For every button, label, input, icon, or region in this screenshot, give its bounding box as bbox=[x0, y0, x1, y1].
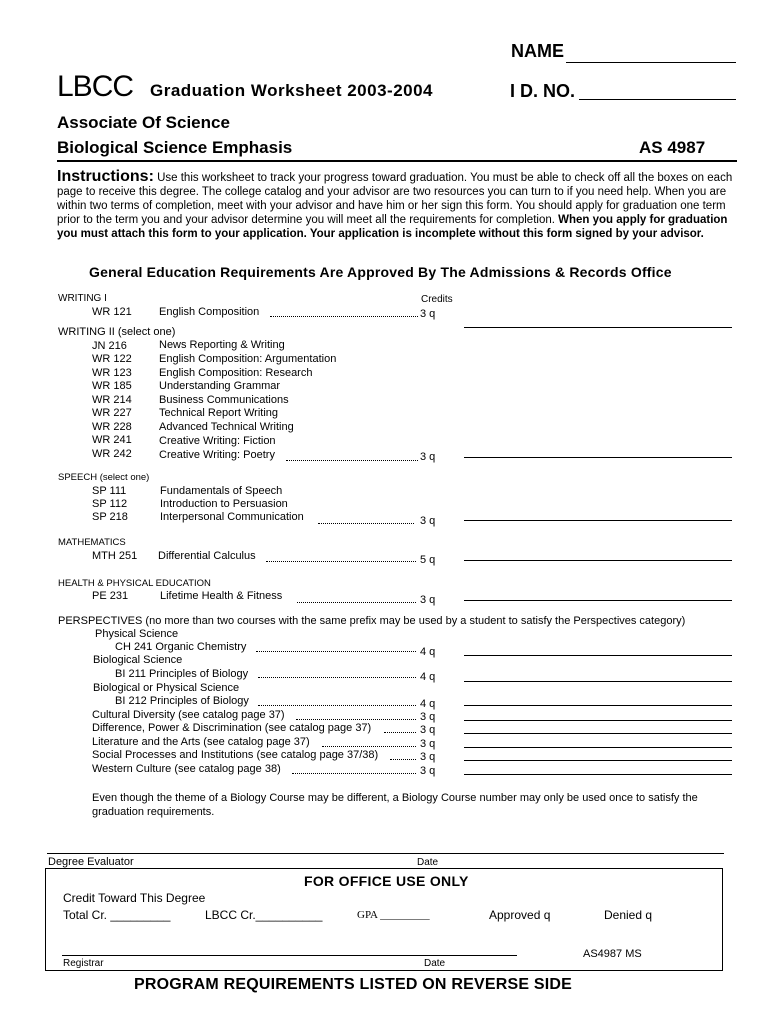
gpa-field[interactable]: GPA _________ bbox=[357, 909, 430, 921]
leader-dots bbox=[322, 746, 416, 747]
pe231-code: PE 231 bbox=[92, 590, 129, 602]
bi211-signoff-line[interactable] bbox=[464, 681, 732, 682]
denied-checkbox[interactable]: Denied q bbox=[604, 908, 653, 922]
wr121-credits[interactable]: 3 q bbox=[420, 308, 436, 320]
instructions-bold-text: When you apply for graduation you must attach this form to your application. Your application is incomplete without this form signed by your advisor. bbox=[57, 214, 728, 240]
reverse-side-note: PROGRAM REQUIREMENTS LISTED ON REVERSE SIDE bbox=[134, 976, 572, 993]
course-code: SP 218 bbox=[92, 511, 128, 523]
lbcc-logo: LBCC bbox=[57, 70, 134, 103]
course-title: Creative Writing: Poetry bbox=[159, 449, 275, 461]
perspective-item: Difference, Power & Discrimination (see catalog page 37) bbox=[92, 722, 372, 734]
evaluator-label: Degree Evaluator bbox=[48, 856, 134, 868]
perspective-item: Literature and the Arts (see catalog page 37) bbox=[92, 736, 310, 748]
ch241-credits[interactable]: 4 q bbox=[420, 646, 436, 658]
course-code: WR 122 bbox=[92, 353, 132, 365]
math-heading: MATHEMATICS bbox=[58, 537, 126, 548]
course-title: English Composition: Argumentation bbox=[159, 353, 337, 365]
pe231-title: Lifetime Health & Fitness bbox=[160, 590, 283, 602]
course-code: WR 227 bbox=[92, 407, 132, 419]
writing1-heading: WRITING I bbox=[58, 293, 107, 304]
leader-dots bbox=[266, 561, 416, 562]
math-credits[interactable]: 5 q bbox=[420, 554, 436, 566]
speech-heading: SPEECH (select one) bbox=[58, 472, 150, 483]
writing2-signoff-line[interactable] bbox=[464, 457, 732, 458]
office-use-title: FOR OFFICE USE ONLY bbox=[304, 873, 469, 889]
bi212-label: BI 212 Principles of Biology bbox=[115, 695, 249, 707]
emphasis-title: Biological Science Emphasis bbox=[57, 138, 293, 157]
bio-or-phys-label: Biological or Physical Science bbox=[93, 682, 240, 694]
physical-science-label: Physical Science bbox=[95, 628, 179, 640]
leader-dots bbox=[258, 705, 416, 706]
speech-credits[interactable]: 3 q bbox=[420, 515, 436, 527]
writing1-signoff-line[interactable] bbox=[464, 327, 732, 328]
course-title: Creative Writing: Fiction bbox=[159, 435, 276, 447]
bi211-credits[interactable]: 4 q bbox=[420, 671, 436, 683]
course-title: Business Communications bbox=[159, 394, 289, 406]
health-heading: HEALTH & PHYSICAL EDUCATION bbox=[58, 578, 211, 589]
ch241-label: CH 241 Organic Chemistry bbox=[115, 641, 247, 653]
header-divider bbox=[57, 160, 737, 162]
course-code: WR 228 bbox=[92, 421, 132, 433]
course-title: Advanced Technical Writing bbox=[159, 421, 294, 433]
gen-ed-heading: General Education Requirements Are Approved By The Admissions & Records Office bbox=[89, 264, 672, 280]
credit-toward-label: Credit Toward This Degree bbox=[63, 891, 206, 905]
registrar-label: Registrar bbox=[63, 958, 104, 969]
approved-checkbox[interactable]: Approved q bbox=[489, 908, 551, 922]
ch241-signoff-line[interactable] bbox=[464, 655, 732, 656]
perspective-signoff-line[interactable] bbox=[464, 774, 732, 775]
bi212-credits[interactable]: 4 q bbox=[420, 698, 436, 710]
course-code: WR 214 bbox=[92, 394, 132, 406]
bi211-label: BI 211 Principles of Biology bbox=[115, 668, 249, 680]
mth251-code: MTH 251 bbox=[92, 550, 138, 562]
perspective-signoff-line[interactable] bbox=[464, 733, 732, 734]
perspective-signoff-line[interactable] bbox=[464, 760, 732, 761]
leader-dots bbox=[292, 773, 416, 774]
course-code: SP 112 bbox=[92, 498, 128, 510]
lbcc-credits-field[interactable]: LBCC Cr.__________ bbox=[205, 908, 323, 922]
speech-signoff-line[interactable] bbox=[464, 520, 732, 521]
id-field[interactable] bbox=[579, 99, 736, 100]
credits-label: Credits bbox=[421, 294, 453, 305]
name-label: NAME bbox=[511, 41, 564, 61]
course-title: Fundamentals of Speech bbox=[160, 485, 283, 497]
course-code: JN 216 bbox=[92, 340, 127, 352]
perspective-credits[interactable]: 3 q bbox=[420, 711, 436, 723]
wr121-code: WR 121 bbox=[92, 306, 132, 318]
perspective-signoff-line[interactable] bbox=[464, 720, 732, 721]
evaluator-date-label: Date bbox=[417, 857, 439, 868]
perspective-signoff-line[interactable] bbox=[464, 747, 732, 748]
perspective-item: Cultural Diversity (see catalog page 37) bbox=[92, 709, 285, 721]
name-field[interactable] bbox=[566, 62, 736, 63]
course-title: English Composition: Research bbox=[159, 367, 313, 379]
writing2-heading: WRITING II (select one) bbox=[58, 326, 176, 338]
registrar-signature-line[interactable] bbox=[62, 955, 517, 956]
perspective-credits[interactable]: 3 q bbox=[420, 738, 436, 750]
perspective-credits[interactable]: 3 q bbox=[420, 724, 436, 736]
leader-dots bbox=[296, 719, 416, 720]
perspectives-heading: PERSPECTIVES (no more than two courses with the same prefix may be used by a student to satisfy the Perspectives category) bbox=[58, 615, 686, 627]
instructions-label: Instructions: bbox=[57, 168, 154, 185]
total-credits-field[interactable]: Total Cr. _________ bbox=[63, 908, 171, 922]
course-code: SP 111 bbox=[92, 485, 127, 497]
program-code: AS 4987 bbox=[639, 138, 706, 157]
health-credits[interactable]: 3 q bbox=[420, 594, 436, 606]
evaluator-signature-line[interactable] bbox=[47, 853, 724, 854]
degree-title: Associate Of Science bbox=[57, 113, 230, 132]
form-code: AS4987 MS bbox=[583, 948, 642, 960]
course-title: News Reporting & Writing bbox=[159, 339, 285, 351]
biology-note: Even though the theme of a Biology Course may be different, a Biology Course number may only be used once to satisfy the graduation requirements. bbox=[92, 792, 698, 818]
leader-dots bbox=[384, 732, 416, 733]
mth251-title: Differential Calculus bbox=[158, 550, 256, 562]
course-title: Interpersonal Communication bbox=[160, 511, 304, 523]
id-label: I D. NO. bbox=[510, 81, 576, 101]
leader-dots bbox=[390, 759, 416, 760]
course-code: WR 242 bbox=[92, 448, 132, 460]
course-code: WR 241 bbox=[92, 434, 132, 446]
course-code: WR 123 bbox=[92, 367, 132, 379]
course-title: Introduction to Persuasion bbox=[160, 498, 288, 510]
worksheet-title: Graduation Worksheet 2003-2004 bbox=[150, 81, 434, 100]
perspective-item: Social Processes and Institutions (see catalog page 37/38) bbox=[92, 749, 379, 761]
course-title: Understanding Grammar bbox=[159, 380, 281, 392]
perspective-credits[interactable]: 3 q bbox=[420, 751, 436, 763]
bi212-signoff-line[interactable] bbox=[464, 705, 732, 706]
leader-dots bbox=[286, 460, 418, 461]
instructions bbox=[57, 170, 737, 241]
health-signoff-line[interactable] bbox=[464, 600, 732, 601]
leader-dots bbox=[318, 523, 414, 524]
instructions-text: Use this worksheet to track your progress toward graduation. You must be able to check off all the boxes on each page to receive this degree. The college catalog and your advisor are two resources you can turn to if you need help. When you are within two terms of completion, meet with your advisor and have him or her sign this form. You should apply for graduation one term prior to the term you and your advisor determine you will meet all the requirements for completion. bbox=[57, 172, 733, 226]
perspective-credits[interactable]: 3 q bbox=[420, 765, 436, 777]
registrar-date-label: Date bbox=[424, 958, 446, 969]
biological-science-label: Biological Science bbox=[93, 654, 183, 666]
perspective-item: Western Culture (see catalog page 38) bbox=[92, 763, 281, 775]
course-code: WR 185 bbox=[92, 380, 132, 392]
writing2-credits[interactable]: 3 q bbox=[420, 451, 436, 463]
leader-dots bbox=[256, 651, 416, 652]
wr121-title: English Composition bbox=[159, 306, 260, 318]
course-title: Technical Report Writing bbox=[159, 407, 279, 419]
math-signoff-line[interactable] bbox=[464, 560, 732, 561]
leader-dots bbox=[297, 602, 416, 603]
leader-dots bbox=[270, 316, 418, 317]
leader-dots bbox=[258, 677, 416, 678]
